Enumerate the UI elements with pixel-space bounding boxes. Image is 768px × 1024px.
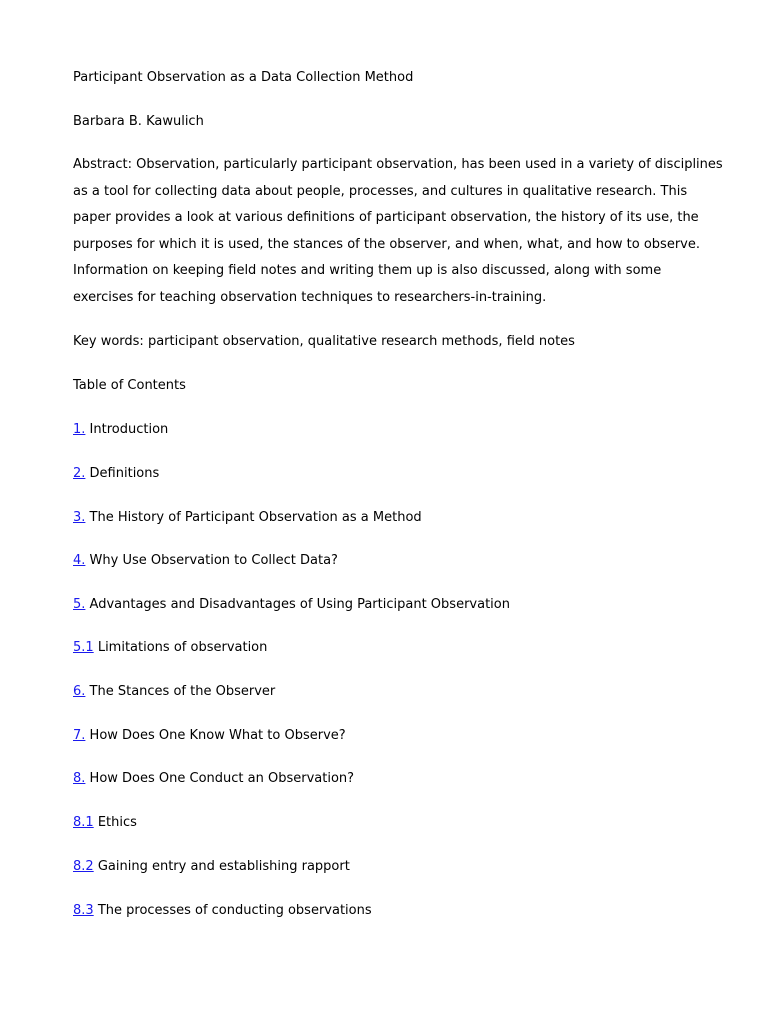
toc-link[interactable]: 6. xyxy=(73,684,86,699)
toc-link[interactable]: 3. xyxy=(73,510,86,525)
document-title: Participant Observation as a Data Collection Method xyxy=(73,70,414,85)
keywords-line: Key words: participant observation, qualitative research methods, field notes xyxy=(73,334,575,349)
toc-label: How Does One Conduct an Observation? xyxy=(89,771,355,786)
toc-item-history xyxy=(73,505,422,532)
toc-item-why-observe xyxy=(73,548,338,575)
toc-label: Gaining entry and establishing rapport xyxy=(97,859,350,874)
toc-heading: Table of Contents xyxy=(73,378,186,393)
document-author: Barbara B. Kawulich xyxy=(73,114,204,129)
toc-item-conduct xyxy=(73,766,354,793)
toc-item-limitations xyxy=(73,635,267,662)
toc-label: Why Use Observation to Collect Data? xyxy=(89,553,338,568)
toc-item-definitions xyxy=(73,461,159,488)
abstract-line: Abstract: Observation, particularly participant observation, has been used in a variety of disciplines xyxy=(73,157,723,172)
toc-label: Advantages and Disadvantages of Using Participant Observation xyxy=(89,597,510,612)
toc-label: Limitations of observation xyxy=(97,640,268,655)
toc-label: Introduction xyxy=(89,422,169,437)
toc-item-stances xyxy=(73,679,275,706)
abstract-line: purposes for which it is used, the stances of the observer, and when, what, and how to observe. xyxy=(73,236,700,252)
toc-label: Definitions xyxy=(89,466,160,481)
toc-item-gaining-entry xyxy=(73,854,350,881)
toc-link[interactable]: 8.2 xyxy=(73,859,94,874)
toc-link[interactable]: 5. xyxy=(73,597,86,612)
toc-item-ethics xyxy=(73,810,137,837)
toc-label: How Does One Know What to Observe? xyxy=(89,728,346,743)
abstract-line: exercises for teaching observation techniques to researchers-in-training. xyxy=(73,289,547,305)
abstract-line: paper provides a look at various definitions of participant observation, the history of its use, the xyxy=(73,210,699,226)
toc-link[interactable]: 8. xyxy=(73,771,86,786)
toc-link[interactable]: 8.3 xyxy=(73,903,94,918)
toc-item-processes xyxy=(73,898,372,925)
toc-link[interactable]: 7. xyxy=(73,728,86,743)
toc-link[interactable]: 2. xyxy=(73,466,86,481)
toc-link[interactable]: 1. xyxy=(73,422,86,437)
toc-link[interactable]: 5.1 xyxy=(73,640,94,655)
toc-link[interactable]: 8.1 xyxy=(73,815,94,830)
toc-link[interactable]: 4. xyxy=(73,553,86,568)
toc-label: Ethics xyxy=(97,815,137,830)
toc-item-what-to-observe xyxy=(73,723,346,750)
abstract-line: as a tool for collecting data about people, processes, and cultures in qualitative research. This xyxy=(73,183,688,199)
toc-label: The processes of conducting observations xyxy=(97,903,372,918)
toc-item-introduction xyxy=(73,417,168,444)
toc-label: The Stances of the Observer xyxy=(89,684,276,699)
abstract-line: Information on keeping field notes and writing them up is also discussed, along with some xyxy=(73,263,662,279)
toc-label: The History of Participant Observation as a Method xyxy=(89,510,422,525)
toc-item-advantages xyxy=(73,592,510,619)
abstract-paragraph xyxy=(73,152,723,312)
